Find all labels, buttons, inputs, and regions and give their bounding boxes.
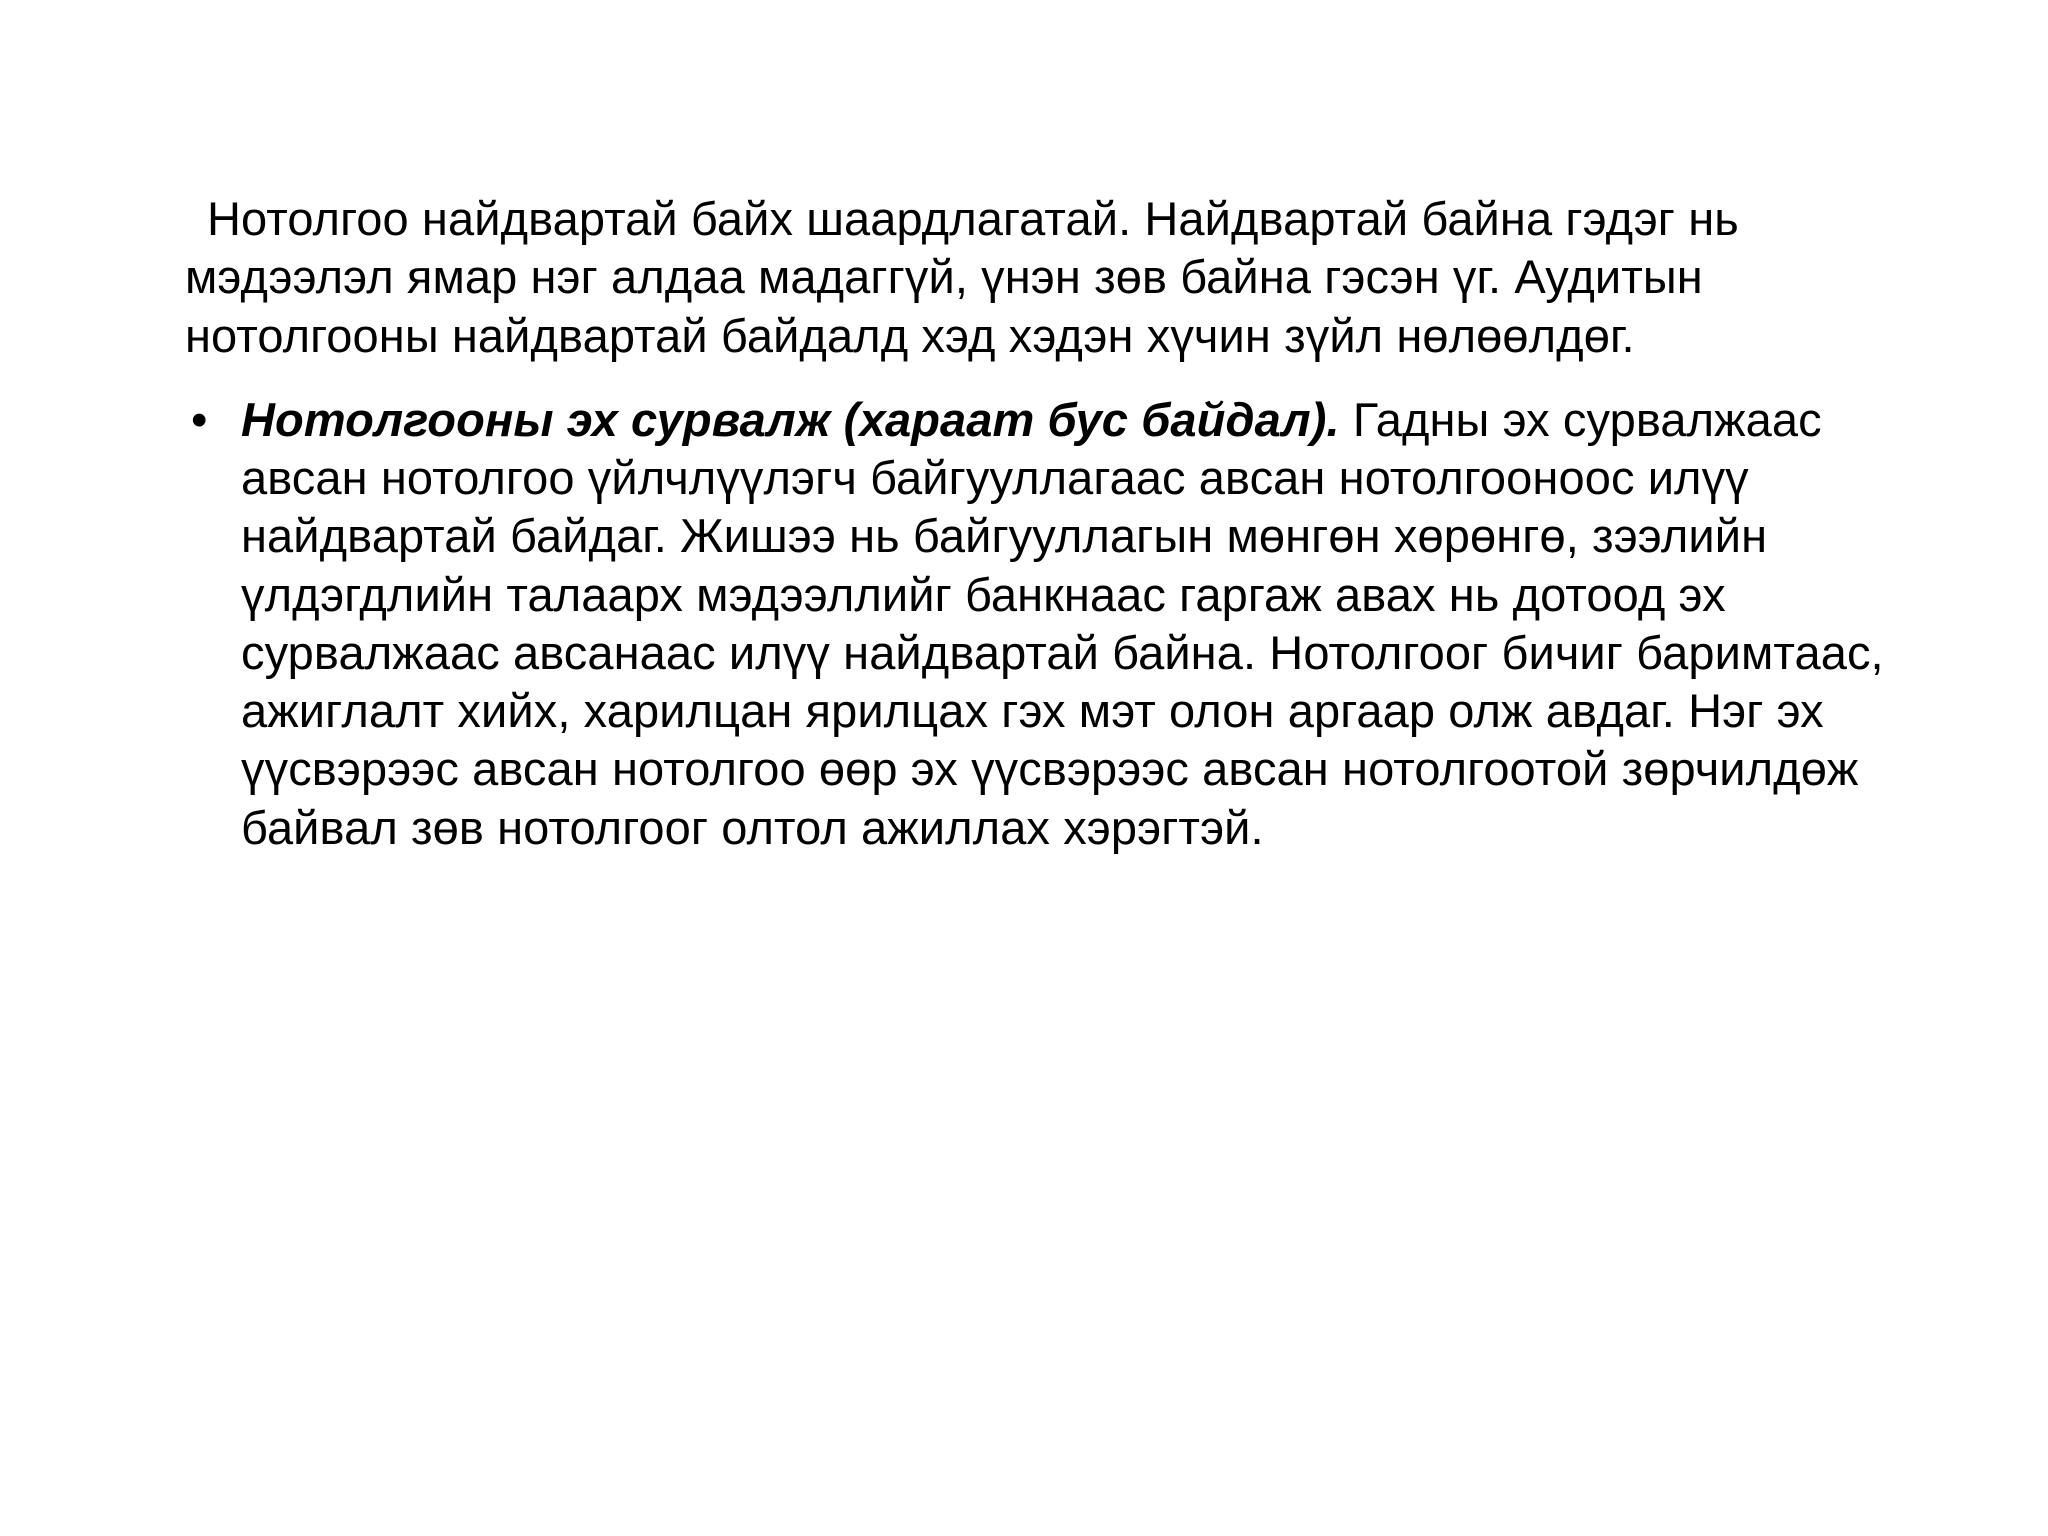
bullet-list-item bbox=[185, 391, 1905, 857]
bullet-marker-icon: • bbox=[191, 392, 208, 446]
slide-content bbox=[185, 190, 1905, 857]
intro-paragraph: Нотолгоо найдвартай байх шаардлагатай. Найдвартай байна гэдэг нь мэдээлэл ямар нэг алдаа мадаггүй, үнэн зөв байна гэсэн үг. Аудитын нотолгооны найдвартай байдалд хэд хэдэн хүчин зүйл нөлөөлдөг. bbox=[185, 192, 1739, 362]
bullet-lead-text: Нотолгооны эх сурвалж (хараат бус байдал). bbox=[241, 392, 1340, 446]
bullet-body-text: Гадны эх сурвалжаас авсан нотолгоо үйлчлүүлэгч байгууллагаас авсан нотолгооноос илүү найдвартай байдаг. Жишээ нь байгууллагын мөнгөн хөрөнгө, зээлийн үлдэгдлийн талаарх мэдээллийг банкнаас гаргаж авах нь дотоод эх сурвалжаас авсанаас илүү найдвартай байна. Нотолгоог бичиг баримтаас, ажиглалт хийх, харилцан ярилцах гэх мэт олон аргаар олж авдаг. Нэг эх үүсвэрээс авсан нотолгоо өөр эх үүсвэрээс авсан нотолгоотой зөрчилдөж байвал зөв нотолгоог олтол ажиллах хэрэгтэй. bbox=[241, 392, 1884, 854]
bullet-paragraph bbox=[241, 391, 1905, 857]
